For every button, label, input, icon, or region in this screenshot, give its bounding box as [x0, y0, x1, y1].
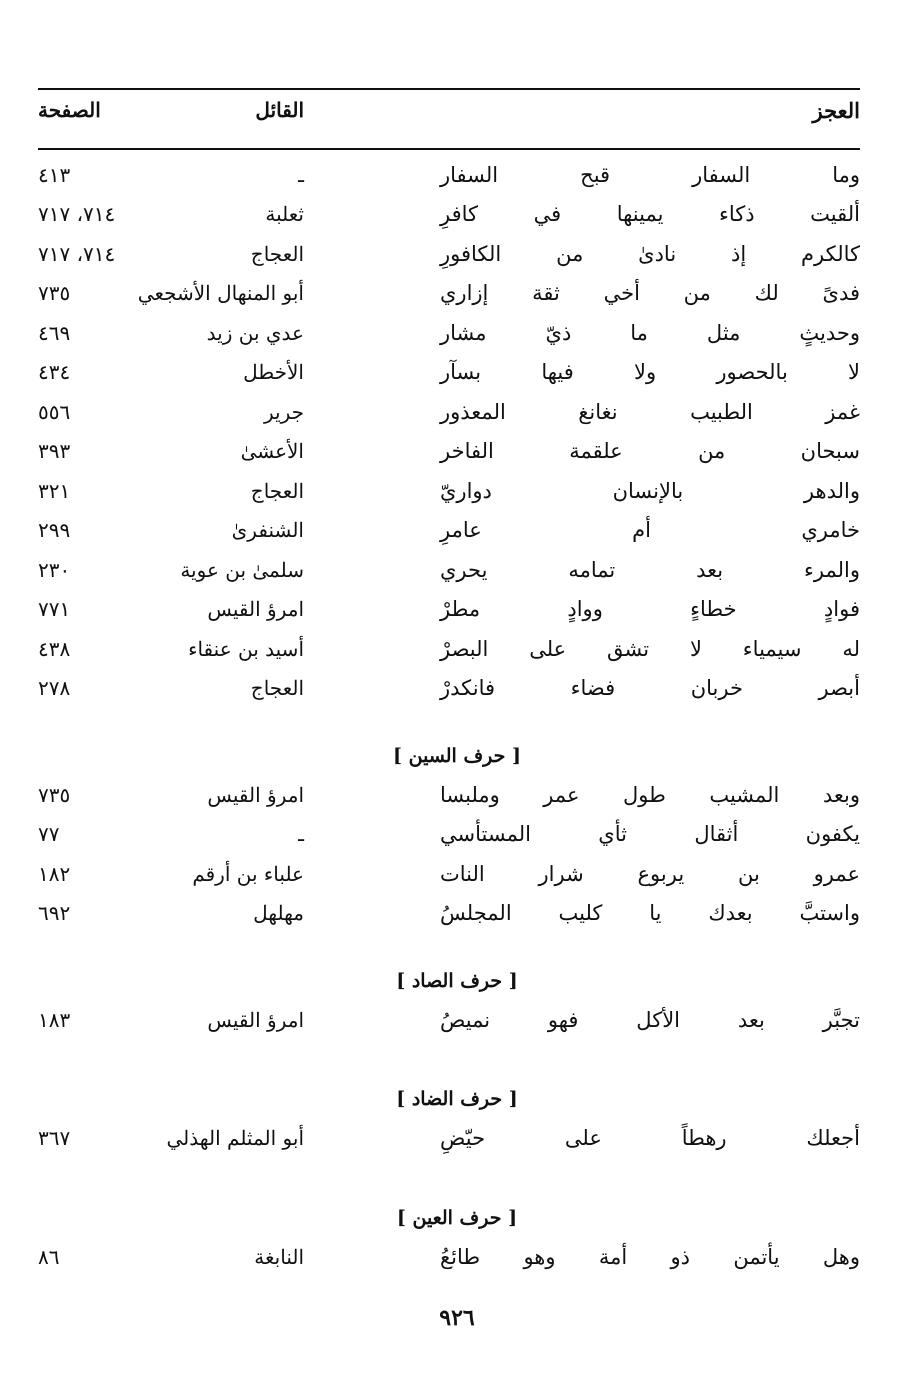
poet-name: امرؤ القيس	[207, 783, 304, 807]
poet-name: أبو المثلم الهذلي	[166, 1126, 304, 1150]
page-ref: ٤٦٩	[38, 321, 71, 345]
table-row	[0, 281, 914, 319]
verse-text: عمرو بن يربوع شرار النات	[440, 862, 860, 886]
header-verse: العجز	[812, 98, 860, 123]
poet-name: أبو المنهال الأشجعي	[137, 281, 304, 305]
table-row	[0, 558, 914, 596]
table-row	[0, 783, 914, 821]
top-rule	[38, 88, 860, 90]
page-ref: ٢٣٠	[38, 558, 71, 582]
table-row	[0, 479, 914, 517]
page-ref: ٣٢١	[38, 479, 71, 503]
verse-text: أجعلك رهطاً على حيّضِ	[440, 1126, 860, 1150]
page-ref: ٧١٤، ٧١٧	[38, 242, 116, 266]
section-heading: [ حرف الصاد ]	[396, 970, 518, 992]
verse-text: لا بالحصور ولا فيها بسآر	[440, 360, 860, 384]
table-row	[0, 321, 914, 359]
verse-text: وبعد المشيب طول عمر وملبسا	[440, 783, 860, 807]
header-rule	[38, 148, 860, 150]
header-page: الصفحة	[38, 98, 101, 122]
table-row	[0, 822, 914, 860]
table-row	[0, 163, 914, 201]
section-heading: [ حرف الضاد ]	[396, 1088, 518, 1110]
page-ref: ٧٧١	[38, 597, 71, 621]
verse-text: غمز الطبيب نغانغ المعذور	[440, 400, 860, 424]
verse-text: فوادٍ خطاءٍ ووادٍ مطرْ	[440, 597, 860, 621]
table-row	[0, 901, 914, 939]
page-ref: ٢٩٩	[38, 518, 71, 542]
poet-name: العجاج	[250, 676, 304, 700]
page-ref: ٨٦	[38, 1245, 60, 1269]
table-row	[0, 862, 914, 900]
poet-name: العجاج	[250, 479, 304, 503]
table-row	[0, 597, 914, 635]
page-ref: ٢٧٨	[38, 676, 71, 700]
poet-name: جرير	[264, 400, 304, 424]
table-row	[0, 242, 914, 280]
poet-name: الشنفرىٰ	[231, 518, 304, 542]
table-row	[0, 202, 914, 240]
poet-name: العجاج	[250, 242, 304, 266]
table-row	[0, 1126, 914, 1164]
page-ref: ٧٣٥	[38, 281, 71, 305]
poet-name: النابغة	[254, 1245, 304, 1269]
poet-name: ـ	[298, 822, 304, 846]
page-ref: ٧٧	[38, 822, 60, 846]
poet-name: علباء بن أرقم	[192, 862, 304, 886]
page-ref: ٤١٣	[38, 163, 71, 187]
poet-name: امرؤ القيس	[207, 597, 304, 621]
table-row	[0, 1245, 914, 1283]
poet-name: الأعشىٰ	[240, 439, 304, 463]
page-ref: ٦٩٢	[38, 901, 71, 925]
verse-text: تجبَّر بعد الأكل فهو نميصُ	[440, 1008, 860, 1032]
poet-name: مهلهل	[253, 901, 304, 925]
poet-name: سلمىٰ بن عوية	[180, 558, 304, 582]
table-row	[0, 518, 914, 556]
poet-name: امرؤ القيس	[207, 1008, 304, 1032]
page-ref: ٧٣٥	[38, 783, 71, 807]
verse-text: واستبَّ بعدك يا كليب المجلسُ	[440, 901, 860, 925]
header-poet: القائل	[255, 98, 304, 122]
verse-text: سبحان من علقمة الفاخر	[440, 439, 860, 463]
verse-text: وهل يأتمن ذو أمة وهو طائعُ	[440, 1245, 860, 1269]
verse-text: كالكرم إذ نادىٰ من الكافورِ	[440, 242, 860, 266]
verse-text: وحديثٍ مثل ما ذيّ مشار	[440, 321, 860, 345]
poet-name: ثعلبة	[265, 202, 304, 226]
verse-text: وما السفار قبح السفار	[440, 163, 860, 187]
verse-text: له سيمياء لا تشق على البصرْ	[440, 637, 860, 661]
section-heading: [ حرف العين ]	[396, 1207, 518, 1229]
verse-text: أبصر خربان فضاء فانكدرْ	[440, 676, 860, 700]
page-ref: ٧١٤، ٧١٧	[38, 202, 116, 226]
table-row	[0, 1008, 914, 1046]
verse-text: فدىً لك من أخي ثقة إزاري	[440, 281, 860, 305]
verse-text: ألقيت ذكاء يمينها في كافرِ	[440, 202, 860, 226]
table-row	[0, 439, 914, 477]
verse-text: والمرء بعد تمامه يحري	[440, 558, 860, 582]
poet-name: عدي بن زيد	[206, 321, 304, 345]
page-ref: ١٨٢	[38, 862, 71, 886]
verse-text: والدهر بالإنسان دواريّ	[440, 479, 860, 503]
poet-name: أسيد بن عنقاء	[188, 637, 304, 661]
table-row	[0, 676, 914, 714]
verse-text: يكفون أثقال ثأي المستأسي	[440, 822, 860, 846]
table-row	[0, 400, 914, 438]
page-ref: ١٨٣	[38, 1008, 71, 1032]
section-heading: [ حرف السين ]	[393, 745, 521, 767]
page-ref: ٣٦٧	[38, 1126, 71, 1150]
verse-text: خامري أم عامرِ	[440, 518, 860, 542]
page-ref: ٤٣٨	[38, 637, 71, 661]
table-row	[0, 360, 914, 398]
page-number: ٩٢٦	[439, 1305, 475, 1331]
poet-name: ـ	[298, 163, 304, 187]
page-ref: ٤٣٤	[38, 360, 71, 384]
poet-name: الأخطل	[243, 360, 304, 384]
page-ref: ٥٥٦	[38, 400, 71, 424]
table-row	[0, 637, 914, 675]
page-ref: ٣٩٣	[38, 439, 71, 463]
